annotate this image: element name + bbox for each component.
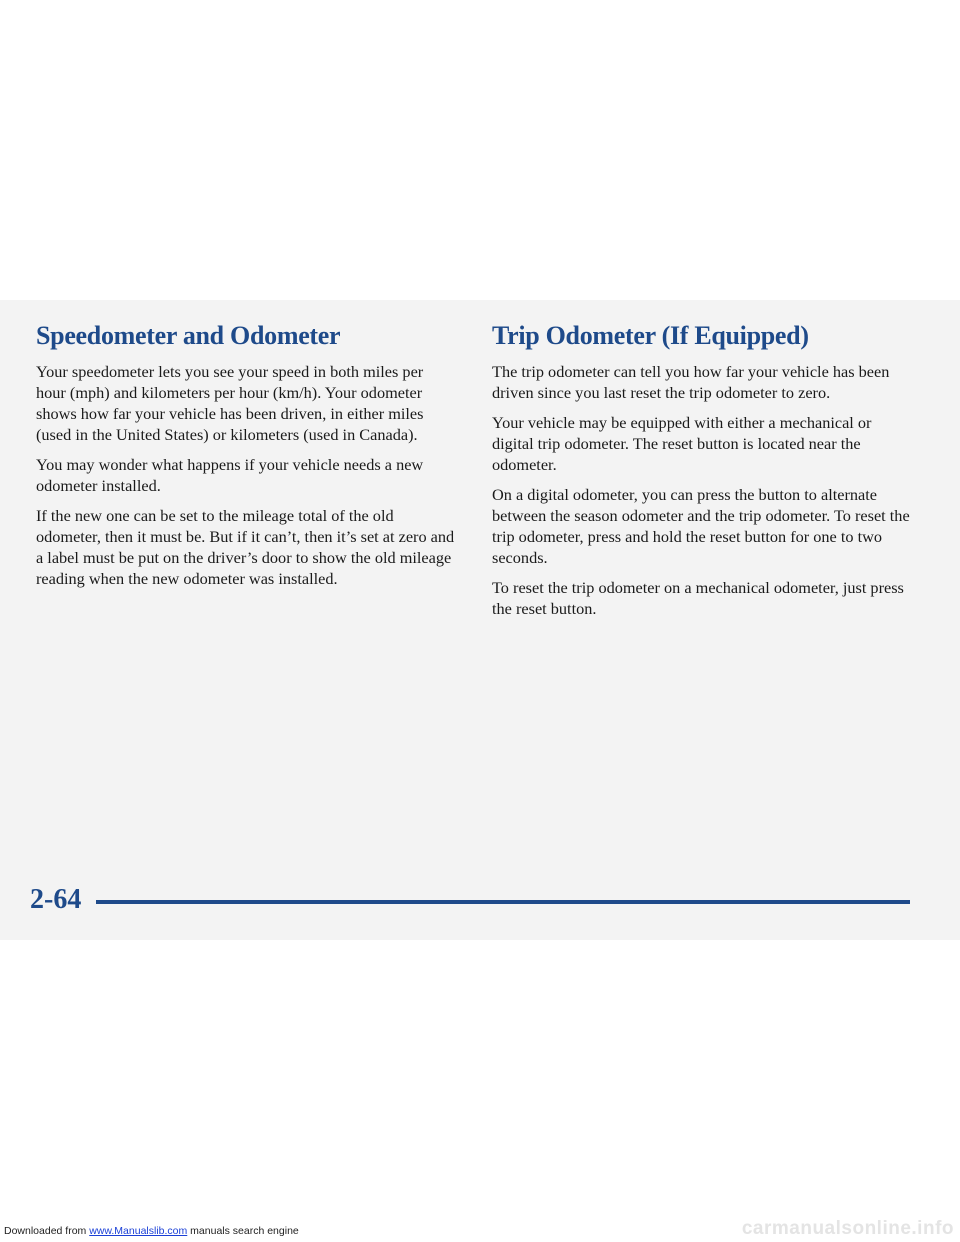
- speedometer-paragraph-1: Your speedometer lets you see your speed in both miles per hour (mph) and kilometers per hour (km/h). Your odometer shows how far your vehicle has been driven, in either miles (used in the United States) or kilometers (used in Canada).: [36, 362, 424, 444]
- speedometer-paragraph-3: If the new one can be set to the mileage total of the old odometer, then it must be. But if it can’t, then it’s set at zero and a label must be put on the driver’s door to show the old mileage reading when the new odometer was installed.: [36, 506, 455, 588]
- trip-odometer-paragraph-3: On a digital odometer, you can press the button to alternate between the season odometer and the trip odometer. To reset the trip odometer, press and hold the reset button for one to two seconds.: [492, 485, 910, 567]
- page-number: 2-64: [30, 884, 82, 915]
- download-note-suffix: manuals search engine: [187, 1225, 299, 1237]
- manualslib-link[interactable]: www.Manualslib.com: [89, 1225, 188, 1237]
- trip-odometer-heading: Trip Odometer (If Equipped): [492, 321, 809, 350]
- trip-odometer-paragraph-4: To reset the trip odometer on a mechanical odometer, just press the reset button.: [492, 578, 904, 618]
- speedometer-section: [36, 320, 456, 598]
- download-note: [4, 1225, 299, 1237]
- speedometer-heading: Speedometer and Odometer: [36, 321, 341, 350]
- trip-odometer-paragraph-1: The trip odometer can tell you how far your vehicle has been driven since you last reset the trip odometer to zero.: [492, 362, 890, 402]
- speedometer-paragraph-2: You may wonder what happens if your vehicle needs a new odometer installed.: [36, 455, 424, 495]
- footer-rule: [96, 900, 910, 904]
- trip-odometer-section: [492, 320, 917, 628]
- download-note-prefix: Downloaded from: [4, 1225, 90, 1237]
- watermark: carmanualsonline.info: [741, 1218, 954, 1239]
- trip-odometer-paragraph-2: Your vehicle may be equipped with either a mechanical or digital trip odometer. The reset button is located near the odometer.: [492, 413, 872, 474]
